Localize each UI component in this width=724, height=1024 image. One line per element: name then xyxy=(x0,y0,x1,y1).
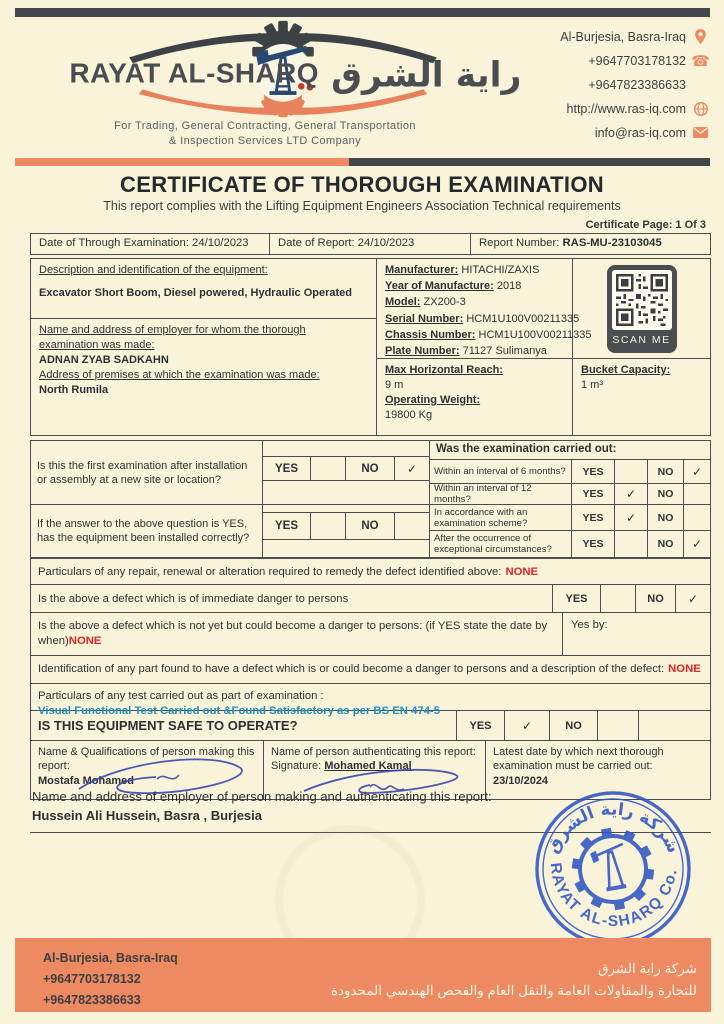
stamp-english-text: RAYAT AL-SHARQ Co. xyxy=(546,861,681,931)
contact-address-text: Al-Burjesia, Basra-Iraq xyxy=(560,29,686,44)
carried-no-checkbox[interactable]: ✓ xyxy=(691,464,703,479)
qr-code-icon xyxy=(616,274,668,326)
carried-question: Within an interval of 12 months? xyxy=(430,484,572,504)
divider-dark-segment xyxy=(349,158,710,166)
carried-yes-label: YES xyxy=(572,460,615,483)
carried-yes-checkbox[interactable] xyxy=(615,460,648,483)
equipment-description-value: Excavator Short Boom, Diesel powered, Hydraulic Operated xyxy=(39,287,352,299)
authenticator-name: Mohamed Kamal xyxy=(324,760,412,773)
carried-no-label: NO xyxy=(648,484,684,504)
page-subtitle: This report complies with the Lifting Equipment Engineers Association Technical requirements xyxy=(103,199,621,213)
carried-row-exceptional xyxy=(430,530,710,557)
danger-yes-checkbox[interactable] xyxy=(600,585,635,613)
q2-yes-label: YES xyxy=(263,513,311,539)
maker-name: Mostafa Mohamed xyxy=(38,774,134,787)
identification-value: NONE xyxy=(668,663,701,676)
potential-danger-row xyxy=(30,612,711,656)
location-pin-icon xyxy=(693,29,708,44)
contact-phone1-text: +9647703178132 xyxy=(588,53,686,68)
qr-code xyxy=(607,265,677,353)
footer-desc-ar: للتجارة والمقاولات العامة والنقل العام والفحص الهندسي المحدودة xyxy=(330,983,697,998)
company-name-en-svg: RAYAT AL-SHARQ xyxy=(69,57,319,89)
contact-address xyxy=(540,29,710,44)
carried-no-label: NO xyxy=(648,460,684,483)
premises-label: Address of premises at which the examination was made: xyxy=(39,369,320,381)
potential-danger-value: NONE xyxy=(68,634,102,647)
spec-label: Model: xyxy=(385,296,421,309)
header xyxy=(15,17,710,157)
spec-value: HITACHI/ZAXIS xyxy=(461,264,540,276)
equipment-description-label: Description and identification of the equipment: xyxy=(39,264,268,276)
report-number-cell xyxy=(471,233,711,255)
repair-value: NONE xyxy=(505,565,539,578)
repair-row xyxy=(30,558,711,585)
danger-no-label: NO xyxy=(635,585,675,613)
bucket-capacity-cell xyxy=(573,359,710,435)
statement-rows xyxy=(30,560,711,800)
examination-yesno-column xyxy=(263,441,430,557)
safe-no-checkbox[interactable] xyxy=(597,711,638,740)
report-date-value: 24/10/2023 xyxy=(357,237,415,249)
spec-label: Chassis Number: xyxy=(385,328,476,341)
immediate-danger-row xyxy=(30,584,711,614)
contact-phone1 xyxy=(540,53,710,68)
company-tagline xyxy=(15,119,515,149)
identification-row xyxy=(30,655,711,685)
carried-question: After the occurrence of exceptional circumstances? xyxy=(430,531,572,557)
test-text: Particulars of any test carried out as part of examination : xyxy=(38,690,324,703)
equipment-employer-cell xyxy=(31,319,376,435)
company-name-ar-svg: راية الشرق xyxy=(331,55,522,96)
question-installed-correctly: If the answer to the above question is YES, has the equipment been installed correctly? xyxy=(37,518,250,544)
spec-value: 71127 Sulimanya xyxy=(462,345,547,358)
contact-phone2 xyxy=(540,77,710,92)
company-logo xyxy=(15,17,540,157)
phone-icon: ☎ xyxy=(691,52,710,70)
bucket-label: Bucket Capacity: xyxy=(581,364,671,376)
question-first-examination: Is this the first examination after installation or assembly at a new site or location? xyxy=(31,441,262,505)
carried-row-6months xyxy=(430,459,710,483)
employer-label: Name and address of employer for whom the thorough examination was made: xyxy=(39,324,306,351)
safe-question: IS THIS EQUIPMENT SAFE TO OPERATE? xyxy=(38,717,298,733)
potential-danger-text: Is the above a defect which is not yet but could become a danger to persons: (if YES state the date by when) xyxy=(38,620,548,647)
contact-website[interactable] xyxy=(540,101,710,116)
carried-yes-checkbox[interactable] xyxy=(615,531,648,557)
equipment-section xyxy=(30,258,711,436)
meta-row xyxy=(30,233,711,255)
spec-value: ZX200-3 xyxy=(423,296,466,309)
carried-row-scheme xyxy=(430,504,710,530)
carried-out-column xyxy=(430,441,710,557)
carried-yes-checkbox[interactable]: ✓ xyxy=(615,484,648,504)
footer-arabic xyxy=(331,948,697,1004)
contact-phone2-text: +9647823386633 xyxy=(588,77,686,92)
examination-questions-column xyxy=(31,441,263,557)
q1-no-label: NO xyxy=(346,457,395,480)
carried-no-label: NO xyxy=(648,505,684,530)
footer-phone2: +9647823386633 xyxy=(43,993,141,1007)
carried-row-12months xyxy=(430,483,710,504)
spec-row xyxy=(385,262,564,278)
yes-by-cell[interactable]: Yes by: xyxy=(562,613,710,655)
report-date-cell xyxy=(270,233,471,255)
spec-label: Plate Number: xyxy=(385,345,460,358)
exam-date-value: 24/10/2023 xyxy=(192,237,249,249)
exam-date-cell xyxy=(30,233,270,255)
signature-label: Signature: xyxy=(271,760,322,773)
stamp-arabic-text: شركة راية الشرق xyxy=(542,799,684,857)
top-rule-bar xyxy=(15,8,710,17)
carried-question: In accordance with an examination scheme? xyxy=(430,505,572,530)
spec-value: HCM1U100V00211335 xyxy=(478,328,592,341)
next-exam-label: Latest date by which next thorough examination must be carried out: xyxy=(493,745,664,773)
company-logo-icon xyxy=(33,19,533,119)
carried-yes-label: YES xyxy=(572,505,615,530)
danger-yes-label: YES xyxy=(552,585,600,613)
spec-label: Year of Manufacture: xyxy=(385,280,494,293)
carried-question: Within an interval of 6 months? xyxy=(430,460,572,483)
report-employer-value: Hussein Ali Hussein, Basra , Burjesia xyxy=(32,808,262,823)
q2-yesno-row xyxy=(263,512,429,540)
bucket-value: 1 m³ xyxy=(581,379,603,391)
carried-no-checkbox[interactable] xyxy=(684,505,710,530)
q1-yes-label: YES xyxy=(263,457,311,480)
reach-label: Max Horizontal Reach: xyxy=(385,364,503,376)
weight-label: Operating Weight: xyxy=(385,394,481,406)
repair-text: Particulars of any repair, renewal or alteration required to remedy the defect identified above: xyxy=(38,565,502,578)
spec-row xyxy=(385,343,564,359)
q1-yes-checkbox[interactable] xyxy=(311,457,346,480)
globe-icon xyxy=(693,101,708,116)
immediate-danger-text: Is the above a defect which is of immediate danger to persons xyxy=(38,592,349,605)
carried-no-label: NO xyxy=(648,531,684,557)
safe-no-label: NO xyxy=(549,711,597,740)
report-date-label: Date of Report: xyxy=(278,237,355,249)
equipment-specs-cell xyxy=(377,259,592,359)
carried-yes-label: YES xyxy=(572,484,615,504)
q2-no-checkbox[interactable] xyxy=(395,513,429,539)
footer-bar xyxy=(15,938,711,1012)
examination-table xyxy=(30,440,711,558)
safe-extra-cell xyxy=(638,711,710,740)
carried-yes-label: YES xyxy=(572,531,615,557)
certificate-page-label: Certificate Page: 1 Of 3 xyxy=(585,219,706,231)
report-employer-label: Name and address of employer of person making and authenticating this report: xyxy=(32,789,492,804)
premises-value: North Rumila xyxy=(39,384,109,396)
header-divider xyxy=(15,158,710,166)
spec-row xyxy=(385,327,592,343)
q1-no-checkbox[interactable]: ✓ xyxy=(406,461,418,476)
equipment-left-column xyxy=(30,258,377,436)
contact-email-text[interactable]: info@ras-iq.com xyxy=(594,125,686,140)
divider-orange-segment xyxy=(15,158,349,166)
q1-yesno-row xyxy=(263,456,429,481)
spec-row xyxy=(385,294,564,310)
tagline-line2: & Inspection Services LTD Company xyxy=(168,135,362,147)
carried-yes-checkbox[interactable]: ✓ xyxy=(615,505,648,530)
carried-no-checkbox[interactable] xyxy=(684,484,710,504)
report-number-value: RAS-MU-23103045 xyxy=(562,237,662,249)
qr-scan-label: SCAN ME xyxy=(612,333,671,346)
spec-row xyxy=(385,278,564,294)
footer-contact xyxy=(43,948,178,1007)
spec-value: HCM1U100V00211335 xyxy=(466,312,580,325)
safe-yes-label: YES xyxy=(456,711,504,740)
contact-list xyxy=(540,17,710,157)
reach-value: 9 m xyxy=(385,379,404,391)
danger-no-checkbox[interactable]: ✓ xyxy=(675,585,710,613)
equipment-qr-column xyxy=(573,258,711,436)
page-title: CERTIFICATE OF THOROUGH EXAMINATION xyxy=(120,172,604,197)
contact-website-text[interactable]: http://www.ras-iq.com xyxy=(566,101,686,116)
exam-date-label: Date of Through Examination: xyxy=(39,237,189,249)
safe-yes-checkbox[interactable]: ✓ xyxy=(504,711,549,740)
footer-company-ar: شركة راية الشرق xyxy=(597,961,697,976)
company-stamp xyxy=(523,780,703,963)
test-value: Visual Functional Test Carried out &Found Satisfactory as per BS EN 474-5 xyxy=(38,704,440,717)
spec-value: 2018 xyxy=(496,280,522,293)
spec-label: Serial Number: xyxy=(385,312,464,325)
footer-address: Al-Burjesia, Basra-Iraq xyxy=(43,951,178,965)
q2-yes-checkbox[interactable] xyxy=(311,513,346,539)
next-exam-date: 23/10/2024 xyxy=(493,774,549,787)
weight-value: 19800 Kg xyxy=(385,409,433,421)
reach-weight-cell xyxy=(377,359,572,435)
equipment-description-cell xyxy=(31,259,376,319)
spec-row xyxy=(385,311,580,327)
authenticator-label: Name of person authenticating this report: xyxy=(271,745,476,758)
safe-to-operate-row xyxy=(30,710,711,741)
maker-label: Name & Qualifications of person making this report: xyxy=(38,745,255,773)
identification-text: Identification of any part found to have a defect which is or could become a danger to persons and a description of the defect: xyxy=(38,663,665,676)
employer-value: ADNAN ZYAB SADKAHN xyxy=(39,354,169,366)
test-particulars-row xyxy=(30,683,711,717)
spec-label: Manufacturer: xyxy=(385,264,459,276)
envelope-icon xyxy=(693,125,708,140)
contact-email[interactable] xyxy=(540,125,710,140)
qr-cell xyxy=(573,259,710,359)
q2-no-label: NO xyxy=(346,513,395,539)
carried-out-header: Was the examination carried out: xyxy=(436,443,617,455)
report-number-label: Report Number: xyxy=(479,237,560,249)
footer-phone1: +9647703178132 xyxy=(43,972,141,986)
carried-no-checkbox[interactable]: ✓ xyxy=(691,537,703,551)
company-stamp-icon xyxy=(523,780,703,958)
tagline-line1: For Trading, General Contracting, General Transportation xyxy=(114,120,416,132)
